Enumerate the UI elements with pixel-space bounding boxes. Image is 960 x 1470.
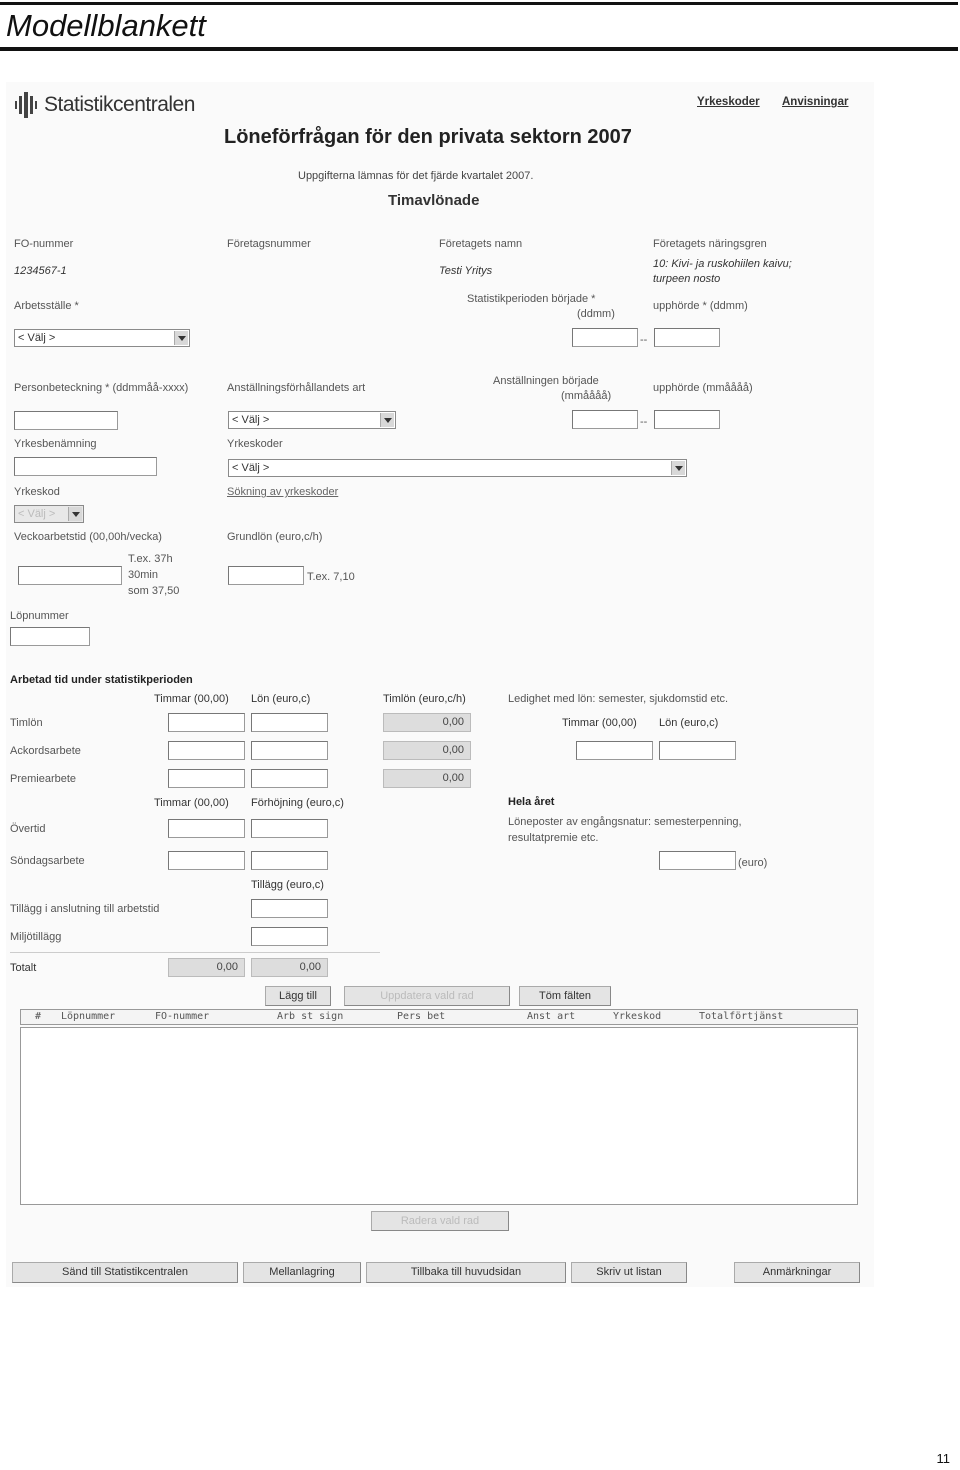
yrkeskoder-link[interactable]: Yrkeskoder bbox=[697, 96, 760, 108]
add-button[interactable]: Lägg till bbox=[265, 986, 331, 1006]
total-label: Totalt bbox=[10, 962, 37, 974]
row-hourly-label: Timlön bbox=[10, 717, 43, 729]
period-start-label: Statistikperioden började * bbox=[467, 293, 596, 305]
weekly-hours-input[interactable] bbox=[18, 566, 122, 585]
total-divider bbox=[10, 952, 380, 953]
col-occupation-code: Yrkeskod bbox=[613, 1011, 662, 1022]
print-list-button[interactable]: Skriv ut listan bbox=[571, 1262, 687, 1283]
row-hourly-rate-output: 0,00 bbox=[383, 713, 471, 732]
employment-type-label: Anställningsförhållandets art bbox=[227, 382, 366, 394]
occupation-code-label: Yrkeskod bbox=[14, 486, 60, 498]
environment-supplement-label: Miljötillägg bbox=[10, 931, 62, 943]
worktime-hourly-header: Timlön (euro,c/h) bbox=[383, 693, 466, 705]
serial-number-label: Löpnummer bbox=[10, 610, 69, 622]
col-workplace: Arb st sign bbox=[277, 1011, 344, 1022]
weekly-hours-label: Veckoarbetstid (00,00h/vecka) bbox=[14, 531, 162, 543]
serial-number-input[interactable] bbox=[10, 627, 90, 646]
row-premium-rate-output: 0,00 bbox=[383, 769, 471, 788]
workplace-label: Arbetsställe * bbox=[14, 300, 79, 312]
col-hash: # bbox=[35, 1011, 42, 1022]
clear-fields-button[interactable]: Töm fälten bbox=[519, 986, 611, 1006]
worktime-hours-header: Timmar (00,00) bbox=[154, 693, 229, 705]
col-person-id: Pers bet bbox=[397, 1011, 446, 1022]
base-pay-label: Grundlön (euro,c/h) bbox=[227, 531, 323, 543]
anvisningar-link[interactable]: Anvisningar bbox=[782, 96, 849, 108]
header-rule-top bbox=[0, 2, 958, 5]
base-pay-hint: T.ex. 7,10 bbox=[307, 571, 355, 583]
occupation-code-select[interactable] bbox=[14, 505, 84, 523]
weekly-hours-hint-3: som 37,50 bbox=[128, 585, 180, 597]
back-to-main-button[interactable]: Tillbaka till huvudsidan bbox=[366, 1262, 566, 1283]
worktime-supplement-label: Tillägg i anslutning till arbetstid bbox=[10, 903, 160, 915]
period-end-input[interactable] bbox=[654, 328, 720, 347]
sunday-raise-input[interactable] bbox=[251, 851, 328, 870]
leave-pay-input[interactable] bbox=[659, 741, 736, 760]
section-title: Timavlönade bbox=[388, 192, 480, 209]
period-end-label: upphörde * (ddmm) bbox=[653, 300, 748, 312]
logo-icon bbox=[14, 90, 38, 120]
weekly-hours-hint-2: 30min bbox=[128, 569, 158, 581]
industry-value-line2: turpeen nosto bbox=[653, 273, 721, 285]
worktime-pay-header: Lön (euro,c) bbox=[251, 693, 311, 705]
rows-listbox[interactable] bbox=[20, 1027, 858, 1205]
employment-start-label: Anställningen började bbox=[493, 375, 599, 387]
weekly-hours-hint-1: T.ex. 37h bbox=[128, 553, 173, 565]
person-id-label: Personbeteckning * (ddmmåå-xxxx) bbox=[14, 382, 189, 394]
occupation-codes-label: Yrkeskoder bbox=[227, 438, 283, 450]
row-premium-pay-input[interactable] bbox=[251, 769, 328, 788]
workplace-select[interactable] bbox=[14, 329, 190, 347]
oneoff-items-label-2: resultatpremie etc. bbox=[508, 832, 599, 844]
base-pay-input[interactable] bbox=[228, 566, 304, 585]
send-button[interactable]: Sänd till Statistikcentralen bbox=[12, 1262, 238, 1283]
col-employment: Anst art bbox=[527, 1011, 576, 1022]
employment-type-select-value: < Välj > bbox=[232, 414, 270, 426]
leave-hours-header: Timmar (00,00) bbox=[562, 717, 637, 729]
remarks-button[interactable]: Anmärkningar bbox=[734, 1262, 860, 1283]
total-hours-output: 0,00 bbox=[168, 958, 245, 977]
overtime-raise-header: Förhöjning (euro,c) bbox=[251, 797, 344, 809]
row-piecework-pay-input[interactable] bbox=[251, 741, 328, 760]
fo-number-label: FO-nummer bbox=[14, 238, 74, 250]
overtime-label: Övertid bbox=[10, 823, 46, 835]
sunday-work-label: Söndagsarbete bbox=[10, 855, 85, 867]
delete-row-button[interactable]: Radera vald rad bbox=[371, 1211, 509, 1231]
person-id-input[interactable] bbox=[14, 411, 118, 430]
row-hourly-hours-input[interactable] bbox=[168, 713, 245, 732]
employment-dash: -- bbox=[640, 416, 648, 428]
row-premium-hours-input[interactable] bbox=[168, 769, 245, 788]
row-piecework-hours-input[interactable] bbox=[168, 741, 245, 760]
employment-end-input[interactable] bbox=[654, 410, 720, 429]
statistikcentralen-logo bbox=[14, 90, 195, 120]
chevron-down-icon bbox=[380, 413, 394, 427]
occupation-title-label: Yrkesbenämning bbox=[14, 438, 97, 450]
environment-supplement-input[interactable] bbox=[251, 927, 328, 946]
row-piecework-label: Ackordsarbete bbox=[10, 745, 81, 757]
oneoff-items-input[interactable] bbox=[659, 851, 736, 870]
row-piecework-rate-output: 0,00 bbox=[383, 741, 471, 760]
occupation-search-link[interactable]: Sökning av yrkeskoder bbox=[227, 486, 339, 498]
workplace-select-value: < Välj > bbox=[18, 332, 56, 344]
employment-end-label: upphörde (mmåååå) bbox=[653, 382, 753, 394]
logo-text: Statistikcentralen bbox=[44, 93, 195, 116]
overtime-hours-header: Timmar (00,00) bbox=[154, 797, 229, 809]
overtime-raise-input[interactable] bbox=[251, 819, 328, 838]
total-pay-output: 0,00 bbox=[251, 958, 328, 977]
occupation-codes-select-value: < Välj > bbox=[232, 462, 270, 474]
whole-year-title: Hela året bbox=[508, 796, 555, 808]
occupation-title-input[interactable] bbox=[14, 457, 157, 476]
row-premium-label: Premiearbete bbox=[10, 773, 77, 785]
chevron-down-icon bbox=[68, 507, 82, 521]
occupation-code-select-value: < Välj > bbox=[18, 508, 56, 520]
document-title: Modellblankett bbox=[6, 8, 206, 43]
company-name-label: Företagets namn bbox=[439, 238, 523, 250]
oneoff-items-label-1: Löneposter av engångsnatur: semesterpenning, bbox=[508, 816, 742, 828]
period-start-format: (ddmm) bbox=[577, 308, 615, 320]
industry-value-line1: 10: Kivi- ja ruskohiilen kaivu; bbox=[653, 258, 792, 270]
row-hourly-pay-input[interactable] bbox=[251, 713, 328, 732]
worktime-supplement-input[interactable] bbox=[251, 899, 328, 918]
period-dash: -- bbox=[640, 334, 648, 346]
col-fo-number: FO-nummer bbox=[155, 1011, 210, 1022]
chevron-down-icon bbox=[671, 461, 685, 475]
employment-type-select[interactable] bbox=[228, 411, 396, 429]
employment-start-format: (mmåååå) bbox=[561, 390, 612, 402]
col-serial: Löpnummer bbox=[61, 1011, 116, 1022]
supplement-header: Tillägg (euro,c) bbox=[251, 879, 324, 891]
industry-label: Företagets näringsgren bbox=[653, 238, 767, 250]
company-number-label: Företagsnummer bbox=[227, 238, 311, 250]
chevron-down-icon bbox=[174, 331, 188, 345]
save-draft-button[interactable]: Mellanlagring bbox=[243, 1262, 361, 1283]
form-subtitle: Uppgifterna lämnas för det fjärde kvartalet 2007. bbox=[298, 170, 534, 182]
leave-pay-header: Lön (euro,c) bbox=[659, 717, 719, 729]
header-rule-bottom bbox=[0, 47, 958, 51]
employment-start-input[interactable] bbox=[572, 410, 638, 429]
company-name-value: Testi Yritys bbox=[439, 265, 493, 277]
form-title: Löneförfrågan för den privata sektorn 2007 bbox=[224, 126, 632, 148]
oneoff-unit: (euro) bbox=[738, 857, 768, 869]
page-number: 11 bbox=[936, 1451, 950, 1466]
update-row-button[interactable]: Uppdatera vald rad bbox=[344, 986, 510, 1006]
fo-number-value: 1234567-1 bbox=[14, 265, 67, 277]
occupation-codes-select[interactable] bbox=[228, 459, 687, 477]
overtime-hours-input[interactable] bbox=[168, 819, 245, 838]
list-header bbox=[20, 1009, 858, 1025]
sunday-hours-input[interactable] bbox=[168, 851, 245, 870]
period-start-input[interactable] bbox=[572, 328, 638, 347]
paid-leave-title: Ledighet med lön: semester, sjukdomstid etc. bbox=[508, 693, 729, 705]
worktime-title: Arbetad tid under statistikperioden bbox=[10, 674, 193, 686]
col-total-earnings: Totalförtjänst bbox=[699, 1011, 784, 1022]
leave-hours-input[interactable] bbox=[576, 741, 653, 760]
